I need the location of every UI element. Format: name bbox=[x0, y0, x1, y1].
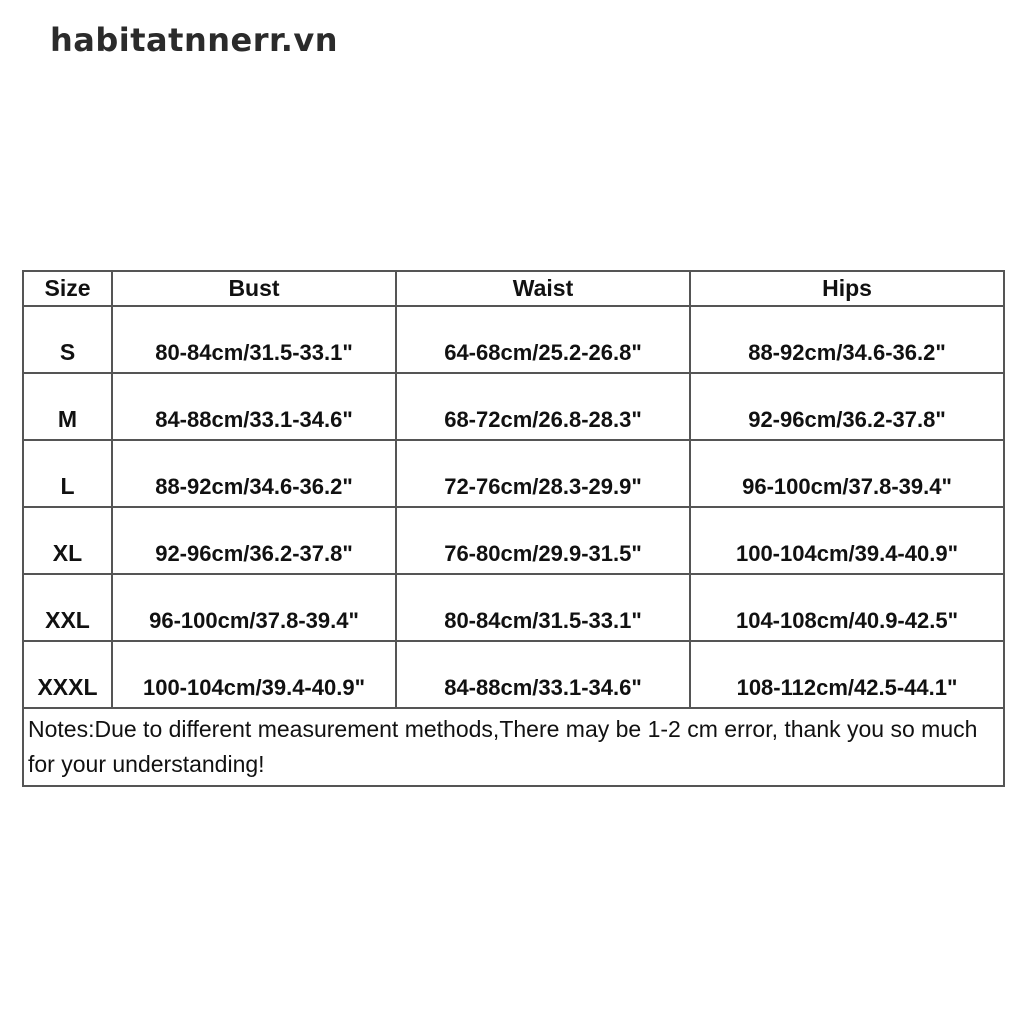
table-row bbox=[23, 373, 1004, 440]
size-cell: XL bbox=[23, 507, 112, 574]
table-row bbox=[23, 306, 1004, 373]
size-chart-table bbox=[22, 270, 1005, 787]
header-bust: Bust bbox=[112, 271, 396, 306]
hips-cell: 92-96cm/36.2-37.8" bbox=[690, 373, 1004, 440]
header-waist: Waist bbox=[396, 271, 690, 306]
hips-cell: 108-112cm/42.5-44.1" bbox=[690, 641, 1004, 708]
bust-cell: 96-100cm/37.8-39.4" bbox=[112, 574, 396, 641]
bust-cell: 88-92cm/34.6-36.2" bbox=[112, 440, 396, 507]
size-cell: M bbox=[23, 373, 112, 440]
bust-cell: 92-96cm/36.2-37.8" bbox=[112, 507, 396, 574]
watermark: habitatnnerr.vn bbox=[50, 21, 338, 59]
size-cell: XXXL bbox=[23, 641, 112, 708]
bust-cell: 100-104cm/39.4-40.9" bbox=[112, 641, 396, 708]
size-cell: XXL bbox=[23, 574, 112, 641]
hips-cell: 96-100cm/37.8-39.4" bbox=[690, 440, 1004, 507]
notes-row bbox=[23, 708, 1004, 786]
waist-cell: 76-80cm/29.9-31.5" bbox=[396, 507, 690, 574]
waist-cell: 72-76cm/28.3-29.9" bbox=[396, 440, 690, 507]
hips-cell: 104-108cm/40.9-42.5" bbox=[690, 574, 1004, 641]
waist-cell: 84-88cm/33.1-34.6" bbox=[396, 641, 690, 708]
bust-cell: 84-88cm/33.1-34.6" bbox=[112, 373, 396, 440]
table-row bbox=[23, 440, 1004, 507]
header-size: Size bbox=[23, 271, 112, 306]
size-cell: S bbox=[23, 306, 112, 373]
notes-text: Notes:Due to different measurement methods,There may be 1-2 cm error, thank you so much for your understanding! bbox=[23, 708, 1004, 786]
size-cell: L bbox=[23, 440, 112, 507]
table-row bbox=[23, 641, 1004, 708]
waist-cell: 64-68cm/25.2-26.8" bbox=[396, 306, 690, 373]
header-row bbox=[23, 271, 1004, 306]
waist-cell: 80-84cm/31.5-33.1" bbox=[396, 574, 690, 641]
bust-cell: 80-84cm/31.5-33.1" bbox=[112, 306, 396, 373]
header-hips: Hips bbox=[690, 271, 1004, 306]
hips-cell: 100-104cm/39.4-40.9" bbox=[690, 507, 1004, 574]
table-row bbox=[23, 507, 1004, 574]
waist-cell: 68-72cm/26.8-28.3" bbox=[396, 373, 690, 440]
table-row bbox=[23, 574, 1004, 641]
hips-cell: 88-92cm/34.6-36.2" bbox=[690, 306, 1004, 373]
